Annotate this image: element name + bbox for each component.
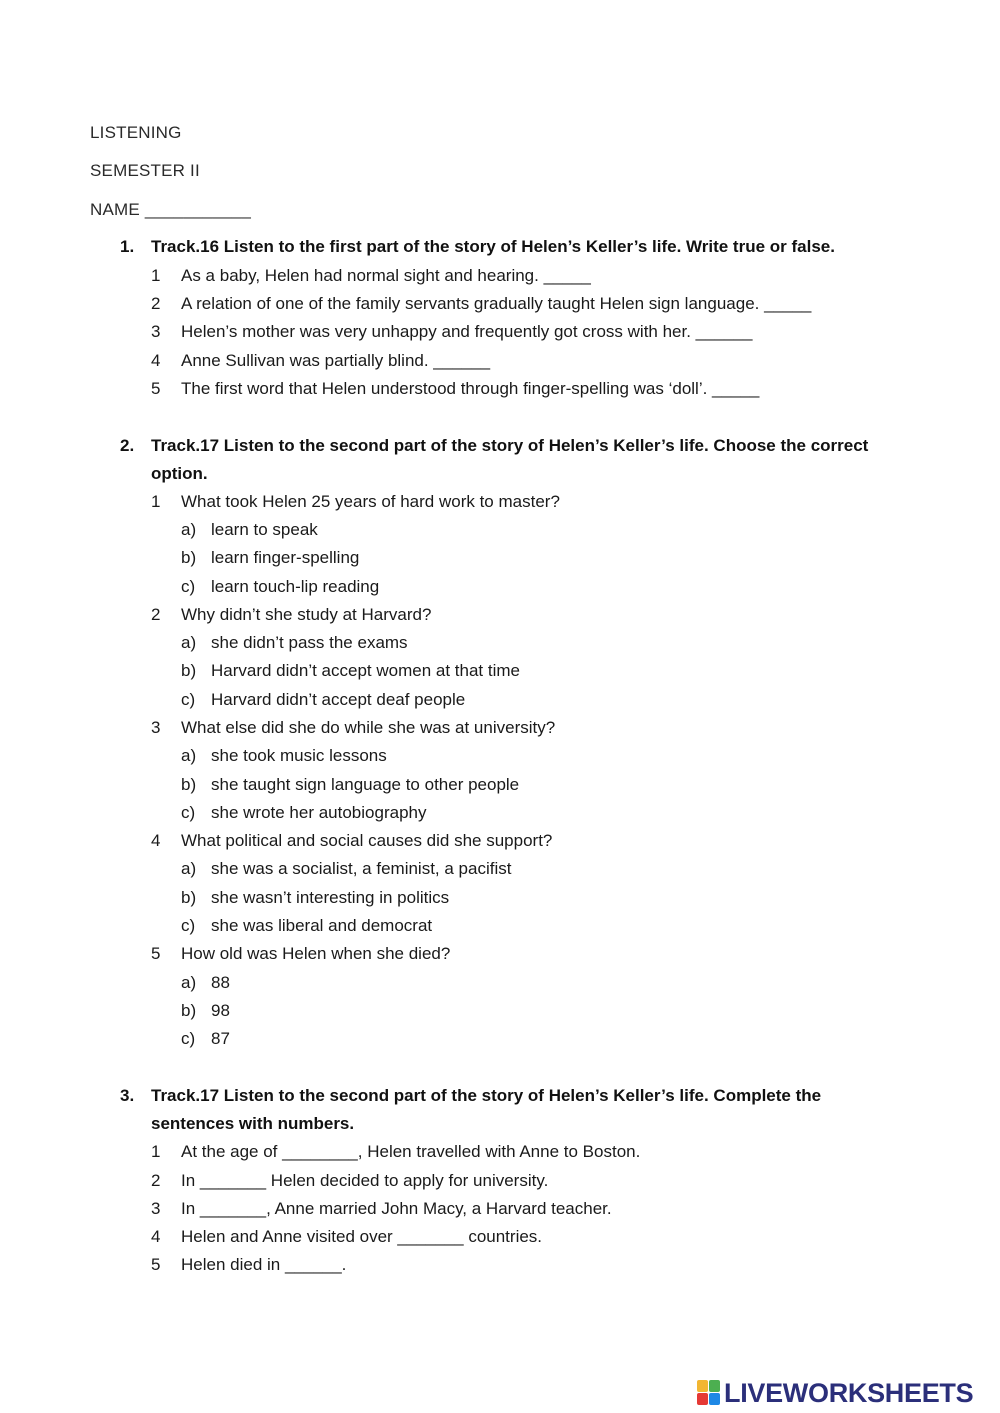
- item-number: 4: [151, 831, 161, 850]
- option-text: she took music lessons: [211, 746, 387, 765]
- q2-option: [181, 774, 519, 796]
- q3-item: [151, 1198, 612, 1220]
- item-text: Anne Sullivan was partially blind. ______: [181, 351, 491, 370]
- q2-item: [151, 604, 431, 626]
- logo-square: [709, 1393, 720, 1405]
- q1-item: [151, 265, 591, 287]
- option-letter: c): [181, 690, 196, 709]
- question-2-title: [120, 432, 900, 488]
- question-text: Track.17 Listen to the second part of the story of Helen’s Keller’s life. Complete the sentences with numbers.: [151, 1086, 822, 1133]
- item-number: 1: [151, 266, 161, 285]
- item-text: Why didn’t she study at Harvard?: [181, 605, 432, 624]
- option-letter: c): [181, 1029, 196, 1048]
- q2-option: [181, 632, 408, 654]
- option-letter: b): [181, 888, 197, 907]
- item-text: What took Helen 25 years of hard work to master?: [181, 492, 560, 511]
- item-number: 5: [151, 379, 161, 398]
- q3-item: [151, 1226, 542, 1248]
- option-letter: b): [181, 661, 197, 680]
- item-number: 5: [151, 1255, 161, 1274]
- item-number: 1: [151, 1142, 161, 1161]
- item-text: What political and social causes did she support?: [181, 831, 553, 850]
- option-letter: a): [181, 859, 197, 878]
- option-text: she wrote her autobiography: [211, 803, 427, 822]
- option-letter: c): [181, 577, 196, 596]
- item-number: 2: [151, 1171, 161, 1190]
- option-text: she was liberal and democrat: [211, 916, 433, 935]
- item-number: 2: [151, 294, 161, 313]
- item-text: What else did she do while she was at university?: [181, 718, 556, 737]
- logo-text: LIVEWORKSHEETS: [724, 1377, 974, 1408]
- item-text: At the age of ________, Helen travelled with Anne to Boston.: [181, 1142, 641, 1161]
- item-number: 4: [151, 351, 161, 370]
- option-letter: b): [181, 548, 197, 567]
- item-text: The first word that Helen understood through finger-spelling was ‘doll’. _____: [181, 379, 760, 398]
- q3-item: [151, 1254, 346, 1276]
- option-text: she didn’t pass the exams: [211, 633, 408, 652]
- option-text: she taught sign language to other people: [211, 775, 520, 794]
- header-semester: SEMESTER II: [90, 161, 200, 180]
- item-number: 3: [151, 1199, 161, 1218]
- question-number: 1.: [120, 237, 135, 256]
- option-text: 88: [211, 973, 230, 992]
- item-text: As a baby, Helen had normal sight and hearing. _____: [181, 266, 591, 285]
- option-text: she wasn’t interesting in politics: [211, 888, 450, 907]
- header-name: NAME ___________: [90, 200, 252, 219]
- option-text: learn touch-lip reading: [211, 577, 380, 596]
- q2-option: [181, 745, 387, 767]
- item-text: Helen died in ______.: [181, 1255, 347, 1274]
- q2-item: [151, 717, 555, 739]
- item-text: Helen and Anne visited over _______ countries.: [181, 1227, 543, 1246]
- q3-item: [151, 1170, 548, 1192]
- q2-option: [181, 972, 230, 994]
- question-text: Track.16 Listen to the first part of the story of Helen’s Keller’s life. Write true or false.: [151, 237, 835, 256]
- q2-option: [181, 1000, 230, 1022]
- question-3-title: [120, 1082, 900, 1138]
- option-letter: c): [181, 803, 196, 822]
- q2-option: [181, 519, 318, 541]
- option-letter: a): [181, 973, 197, 992]
- q1-item: [151, 350, 490, 372]
- option-text: 98: [211, 1001, 230, 1020]
- question-text: Track.17 Listen to the second part of the story of Helen’s Keller’s life. Choose the correct option.: [151, 436, 869, 483]
- liveworksheets-logo: [697, 1378, 973, 1408]
- option-letter: b): [181, 1001, 197, 1020]
- item-text: How old was Helen when she died?: [181, 944, 451, 963]
- option-letter: a): [181, 746, 197, 765]
- option-letter: b): [181, 775, 197, 794]
- item-text: In _______, Anne married John Macy, a Harvard teacher.: [181, 1199, 612, 1218]
- option-text: learn to speak: [211, 520, 318, 539]
- item-number: 5: [151, 944, 161, 963]
- q2-item: [151, 830, 552, 852]
- q2-option: [181, 689, 465, 711]
- question-number: 2.: [120, 436, 135, 455]
- item-number: 2: [151, 605, 161, 624]
- q2-item: [151, 943, 450, 965]
- item-number: 3: [151, 322, 161, 341]
- item-text: Helen’s mother was very unhappy and frequently got cross with her. ______: [181, 322, 753, 341]
- q2-option: [181, 660, 520, 682]
- q2-option: [181, 802, 426, 824]
- option-letter: c): [181, 916, 196, 935]
- q2-item: [151, 491, 560, 513]
- logo-square: [697, 1393, 708, 1405]
- question-1-title: [120, 233, 900, 261]
- q2-option: [181, 1028, 230, 1050]
- header-listening: LISTENING: [90, 123, 182, 142]
- item-number: 1: [151, 492, 161, 511]
- q3-item: [151, 1141, 640, 1163]
- option-text: learn finger-spelling: [211, 548, 360, 567]
- logo-square: [709, 1380, 720, 1392]
- item-text: In _______ Helen decided to apply for university.: [181, 1171, 549, 1190]
- item-number: 4: [151, 1227, 161, 1246]
- item-text: A relation of one of the family servants gradually taught Helen sign language. _____: [181, 294, 812, 313]
- q2-option: [181, 547, 359, 569]
- question-number: 3.: [120, 1086, 135, 1105]
- liveworksheets-logo-icon: [697, 1380, 721, 1406]
- q1-item: [151, 293, 811, 315]
- option-text: Harvard didn’t accept women at that time: [211, 661, 520, 680]
- item-number: 3: [151, 718, 161, 737]
- option-text: Harvard didn’t accept deaf people: [211, 690, 466, 709]
- q2-option: [181, 915, 432, 937]
- option-letter: a): [181, 633, 197, 652]
- q1-item: [151, 378, 759, 400]
- option-text: she was a socialist, a feminist, a pacifist: [211, 859, 512, 878]
- option-text: 87: [211, 1029, 230, 1048]
- q2-option: [181, 576, 379, 598]
- q2-option: [181, 858, 511, 880]
- q1-item: [151, 321, 752, 343]
- q2-option: [181, 887, 449, 909]
- logo-square: [697, 1380, 708, 1392]
- option-letter: a): [181, 520, 197, 539]
